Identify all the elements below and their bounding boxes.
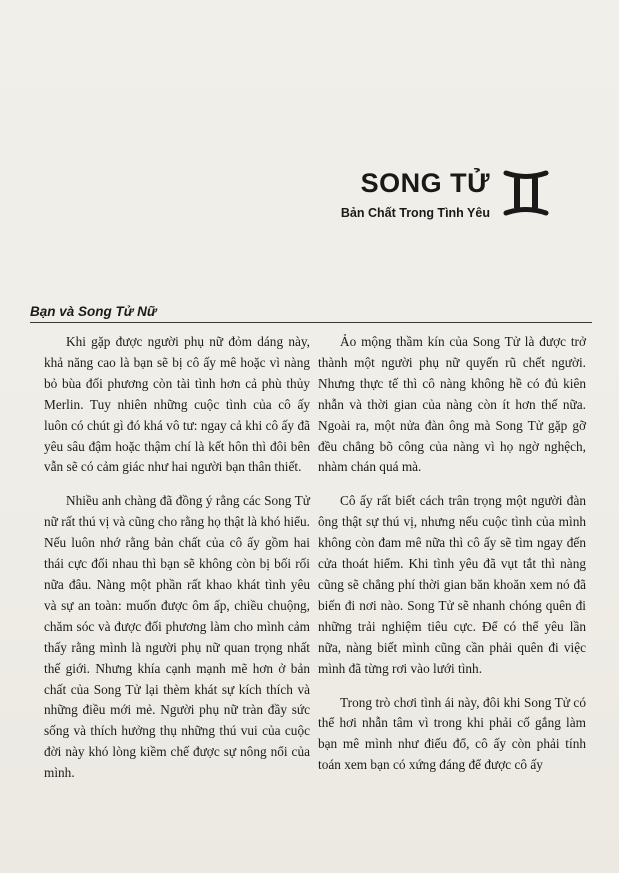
paragraph: Khi gặp được người phụ nữ đỏm dáng này, khả năng cao là bạn sẽ bị cô ấy mê hoặc vì nàng bỏ bùa đối phương còn tài tình hơn cả phù thủy Merlin. Tuy nhiên những cuộc tình của cô ấy luôn có chút gì đó khá vô tư: ngay cả khi cô ấy đã yêu sâu đậm hoặc thậm chí là kết hôn thì đôi bên vẫn sẽ có cảm giác như hai người bạn thân thiết.	[44, 334, 310, 475]
paragraph: Cô ấy rất biết cách trân trọng một người đàn ông thật sự thú vị, nhưng nếu cuộc tình của mình không còn đam mê nữa thì cô ấy sẽ tìm ngay đến cửa thoát hiểm. Khi tình yêu đã vụt tắt thì nàng cũng sẽ chẳng phí thời gian băn khoăn xem nó đã biến đi nơi nào. Song Tử sẽ nhanh chóng quên đi những trải nghiệm tiêu cực. Để có thể yêu lần nữa, nàng biết mình cũng cần phải quên đi việc mình đã từng rơi vào lưới tình.	[318, 493, 586, 676]
text-column-right	[318, 332, 586, 789]
paragraph: Trong trò chơi tình ái này, đôi khi Song Tử có thể hơi nhẫn tâm vì trong khi phải cố gắng làm bạn mê mình như điếu đổ, cô ấy còn phải tính toán xem bạn có xứng đáng để được cô ấy	[318, 694, 586, 773]
paragraph: Nhiều anh chàng đã đồng ý rằng các Song Tử nữ rất thú vị và cũng cho rằng họ thật là khó hiểu. Nếu luôn nhớ rằng bản chất của cô ấy gồm hai thái cực đối nhau thì bạn sẽ không còn bị bối rối nữa đâu. Nàng một phần rất khao khát tình yêu và sự an toàn: muốn được ôm ấp, chiều chuộng, chăm sóc và được đối phương làm cho mình cảm thấy rằng mình là người phụ nữ quan trọng nhất thế giới. Nhưng khía cạnh mạnh mẽ hơn ở bản chất của Song Tử lại thèm khát sự kích thích và những điều mới mẻ. Người phụ nữ tràn đầy sức sống và thích hưởng thụ những thú vui của cuộc đời này khó lòng kiềm chế được sự nông nổi của mình.	[44, 493, 310, 781]
gemini-icon	[502, 168, 550, 218]
text-column-left	[44, 332, 310, 797]
paragraph: Ảo mộng thầm kín của Song Tử là được trở thành một người phụ nữ quyến rũ chết người. Nhưng thực tế thì cô nàng không hề có đủ kiên nhẫn và thời gian của nàng còn ít hơn thế nữa. Ngoài ra, một nửa đàn ông mà Song Tử gặp gỡ đều chẳng bõ công của nàng vì họ ngờ nghệch, nhàm chán quá mà.	[318, 334, 586, 475]
chapter-subtitle: Bản Chất Trong Tình Yêu	[340, 206, 490, 220]
show-through-left	[44, 112, 294, 292]
chapter-header	[320, 168, 550, 228]
section-divider	[30, 322, 592, 323]
chapter-title: SONG TỬ	[360, 168, 490, 198]
section-title: Bạn và Song Tử Nữ	[30, 304, 157, 319]
